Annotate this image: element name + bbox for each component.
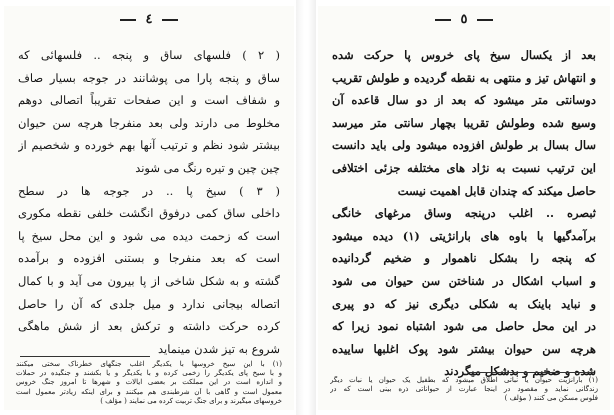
text-line: است که بعد منفرجا و بستنی افزوده و برآمده (18, 251, 280, 266)
text-line: و نباید باینک به شکلی دیگری نیز که دو پیری (332, 296, 596, 311)
text-line: اتصاله بیجانی ندارد و میل جلدی که آن را حاصل (18, 296, 280, 311)
left-page (4, 6, 294, 410)
footnote-line: و با سیخ پای یکدیگر را زخمی کرده و با یکدیگر و یا بکشند و جنگیده در حملات (16, 369, 282, 378)
text-line: بعد از یکسال سیخ پای خروس پا حرکت شده (332, 48, 596, 62)
text-line: و اسباب اشکال در شناختن سن حیوان می شود (332, 273, 596, 288)
text-line: و انتهاش تیز و منتهی به نقطه گردیده و طولش تقریب (332, 70, 596, 85)
left-page-header (4, 12, 294, 28)
section-heading-line: ثبصره .. اغلب درپنجه وساق مرغهای خانگی (332, 206, 596, 221)
footnote-line: خروسهای میگیرند و برای جنگ تربیت کرده می نمایند ( مؤلف ) (100, 396, 282, 405)
footnote-line: (۱) با این سیخ خروسها با یکدیگر اغلب جنگهای خطرناک سختی میکنند (16, 360, 282, 368)
text-line: چین چین و تیره رنگ می شوند (135, 160, 280, 175)
text-line: مخلوط می دارند ولی بعد منفرجا هرچه سن حیوان (18, 115, 280, 130)
right-page (318, 6, 610, 410)
right-page-number: ٥ (460, 12, 468, 27)
header-dash (162, 19, 178, 21)
header-dash (120, 19, 136, 21)
right-page-header (318, 12, 610, 28)
text-line: دوسانتی متر میشود که بعد از دو سال قاعده آن (332, 93, 596, 108)
text-line: برآمدگیها با باوه های بارانژیتی (۱) دیده میشود (332, 228, 596, 243)
text-line: سال بسال بر طولش افزوده میشود ولی باید دانست (332, 138, 596, 153)
footnote-line: معمول است و گاهی با آن شرطبندی هم میکنند و برای اینکه زیادتر معمول است (16, 387, 282, 396)
footnote-line: و اندازه است در این مملکت بر بعضی ایالات و شهرها تا امروز جنگ خروس (16, 378, 282, 387)
left-page-number: ٤ (145, 12, 153, 27)
text-line: شده و ضخیم و بدشکل میگردند (444, 364, 596, 379)
header-dash (477, 19, 493, 21)
text-line: در این محل حاصل می شود اشتباه نمود زیرا که (332, 319, 596, 334)
text-line: وسیع شده وطولش تقریبا بچهار سانتی متر میرسد (332, 115, 596, 130)
text-line: ( ۲ ) فلسهای ساق و پنجه .. فلسهائی که (18, 48, 280, 62)
text-line: بیشتر شود نظم و ترتیب آنها بهم خورده و شخصیم از (18, 138, 280, 153)
header-dash (435, 19, 451, 21)
text-line: و شفاف است و این صفحات تقریباً اتصالی دوهم (18, 93, 280, 108)
text-line: گشته و به شکل شاخی از پا بیرون می آید و با کمال (18, 273, 280, 288)
text-line: ساق و پنجه پارا می پوشانند در جوجه بسیار صاف (18, 70, 280, 85)
text-line: کرده حرکت داشته و ترکش بعد از شش ماهگی (18, 319, 280, 334)
right-footnotes (330, 376, 598, 404)
footnote-rule (468, 372, 594, 373)
footnote-line: فلوس مسکن می کنند ( مؤلف ) (504, 394, 598, 403)
left-footnotes (16, 360, 282, 406)
section-heading-line: ( ۳ ) سیخ پا .. در جوجه ها در سطح (18, 183, 280, 198)
text-line: حاصل میکند که چندان قابل اهمیت نیست (397, 183, 596, 198)
text-line: شروع به تیز شدن مینماید (157, 341, 280, 356)
text-line: این ترتیب نسبت به نژاد های مختلفه جزئی اختلافی (332, 160, 596, 175)
text-line: که پنجه را بشکل ناهموار و ضخیم گردانیده (332, 251, 596, 266)
footnote-line: (۱) بارانژیت حیوان یا نباتی اطلاق میشود که بطفیل یک حیوان یا نبات دیگر (330, 376, 598, 384)
text-line: هرچه سن حیوان بیشتر شود پوک اغلبها ساییده (332, 341, 596, 356)
book-gutter (296, 0, 316, 415)
footnote-line: زندگانی نماید و مقصود در اینجا عبارت از حیواناتی ذره بینی است که در (330, 385, 598, 394)
left-page-body (18, 44, 280, 360)
text-line: داخلی ساق کمی درفوق انگشت خلفی نقطه مکوری (18, 206, 280, 221)
text-line: است که زحمت دیده می شود و این محل سیخ پا (18, 228, 280, 243)
footnote-rule (20, 356, 150, 357)
right-page-body (332, 44, 596, 383)
